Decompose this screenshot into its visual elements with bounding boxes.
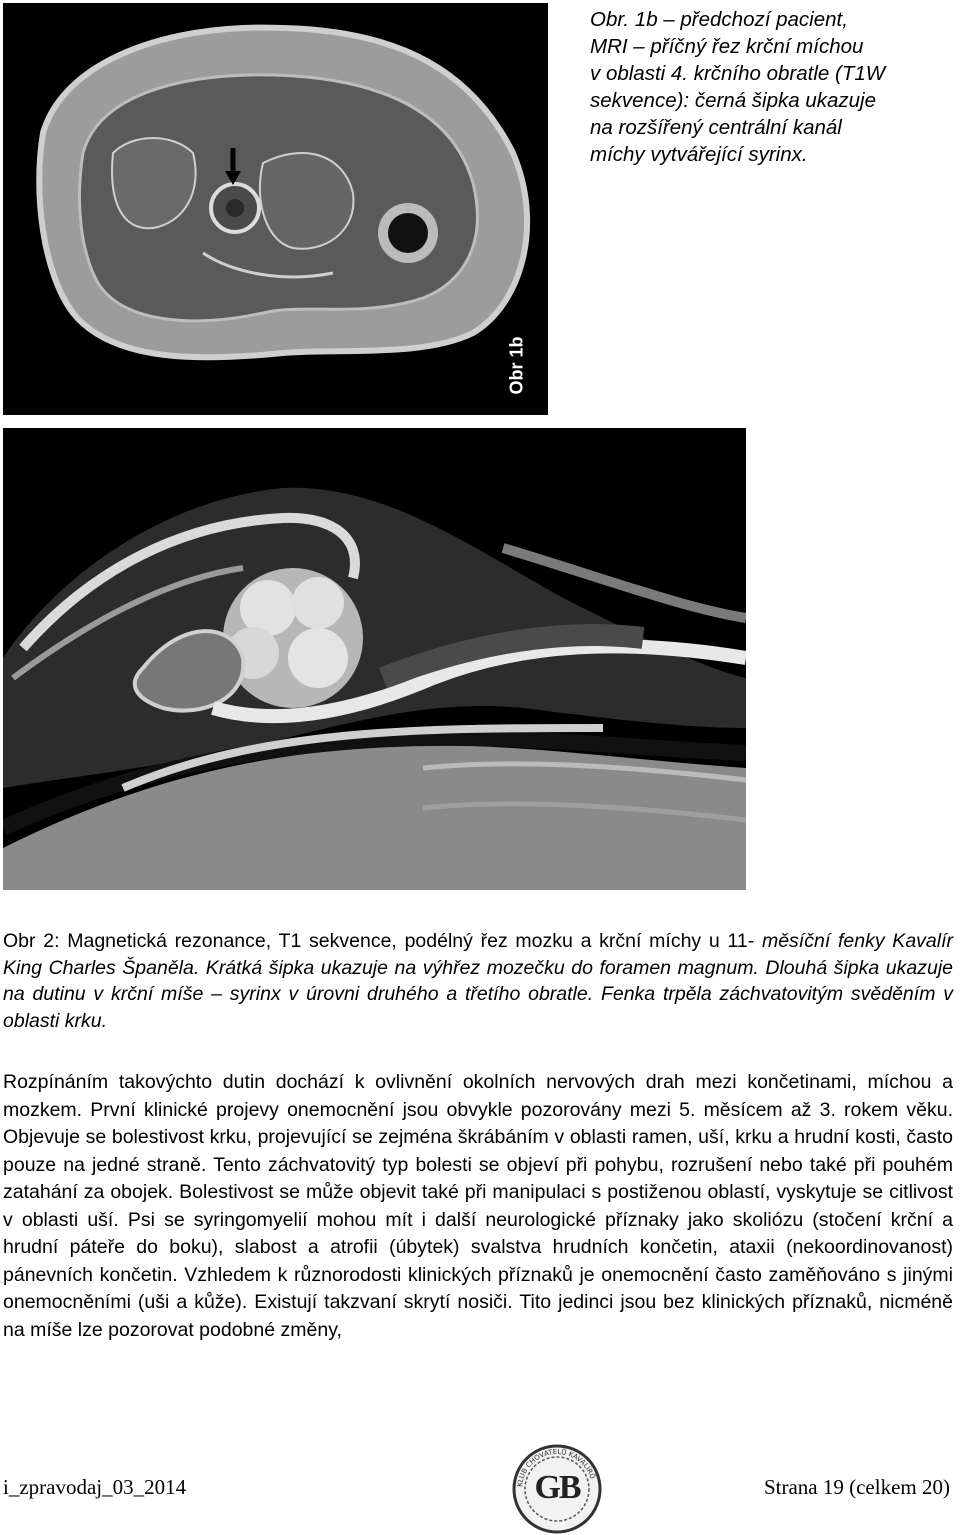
footer-page-number: Strana 19 (celkem 20) [763, 1475, 950, 1499]
seal-initials: GB [534, 1469, 580, 1506]
club-seal-logo [502, 1443, 612, 1535]
footer-issue: i_zpravodaj_03_2014 [3, 1475, 187, 1499]
figure-2-caption-lead: Obr 2: Magnetická rezonance, T1 sekvence, podélný řez mozku a krční míchy u 11- [3, 930, 755, 952]
caption-1b-line: v oblasti 4. krčního obratle (T1W [590, 62, 886, 85]
mri-axial-graphic [3, 3, 548, 415]
mri-sagittal-image [3, 428, 746, 890]
caption-1b-line: na rozšířený centrální kanál [590, 116, 842, 139]
caption-1b-line: MRI – příčný řez krční míchou [590, 35, 864, 58]
mri-image-label [497, 330, 537, 400]
svg-text:KLUB CHOVATELŮ KAVALÍRŮ: KLUB CHOVATELŮ KAVALÍRŮ [516, 1447, 597, 1488]
article-paragraph: Rozpínáním takovýchto dutin dochází k ovlivnění okolních nervových drah mezi končetinami, míchou a mozkem. První klinické projevy onemocnění jsou obvykle pozorovány mezi 5. měsícem až 3. rokem věku. Objevuje se bolestivost krku, projevující se zejména škrábáním v oblasti ramen, uší, krku a hrudní kosti, často pouze na jedné straně. Tento záchvatovitý typ bolesti se objeví při pohybu, rozrušení nebo také při pouhém zatahání za obojek. Bolestivost se může objevit také při manipulaci s postiženou oblastí, vyskytuje se citlivost v oblasti uší. Psi se syringomyelií mohou mít i další neurologické příznaky jako skoliózu (stočení krční a hrudní páteře do boku), slabost a atrofii (úbytek) svalstva hrudních končetin, ataxii (nekoordinovanost) pánevních končetin. Vzhledem k různorodosti klinických příznaků je onemocnění často zaměňováno s jinými onemocněními (uši a kůže). Existují takzvaní skrytí nosiči. Tito jedinci jsou bez klinických příznaků, nicméně na míše lze pozorovat podobné změny, [3, 1071, 953, 1341]
figure-2-caption-rest: měsíční fenky Kavalír King Charles Španěla. Krátká šipka ukazuje na výhřez mozečku do foramen magnum. Dlouhá šipka ukazuje na dutinu v krční míše – syrinx v úrovni druhého a třetího obratle. Fenka trpěla záchvatovitým svěděním v oblasti krku. [3, 930, 954, 1032]
caption-1b-line: míchy vytvářející syrinx. [590, 143, 808, 166]
figure-2-caption [3, 928, 953, 1034]
caption-1b-line: sekvence): černá šipka ukazuje [590, 89, 877, 112]
mri-sagittal-graphic [3, 428, 746, 890]
caption-1b-line: Obr. 1b – předchozí pacient, [590, 8, 848, 31]
mri-axial-image [3, 3, 548, 415]
mri-image-label-text: Obr 1b [506, 335, 527, 395]
figure-1b-caption [590, 6, 952, 168]
